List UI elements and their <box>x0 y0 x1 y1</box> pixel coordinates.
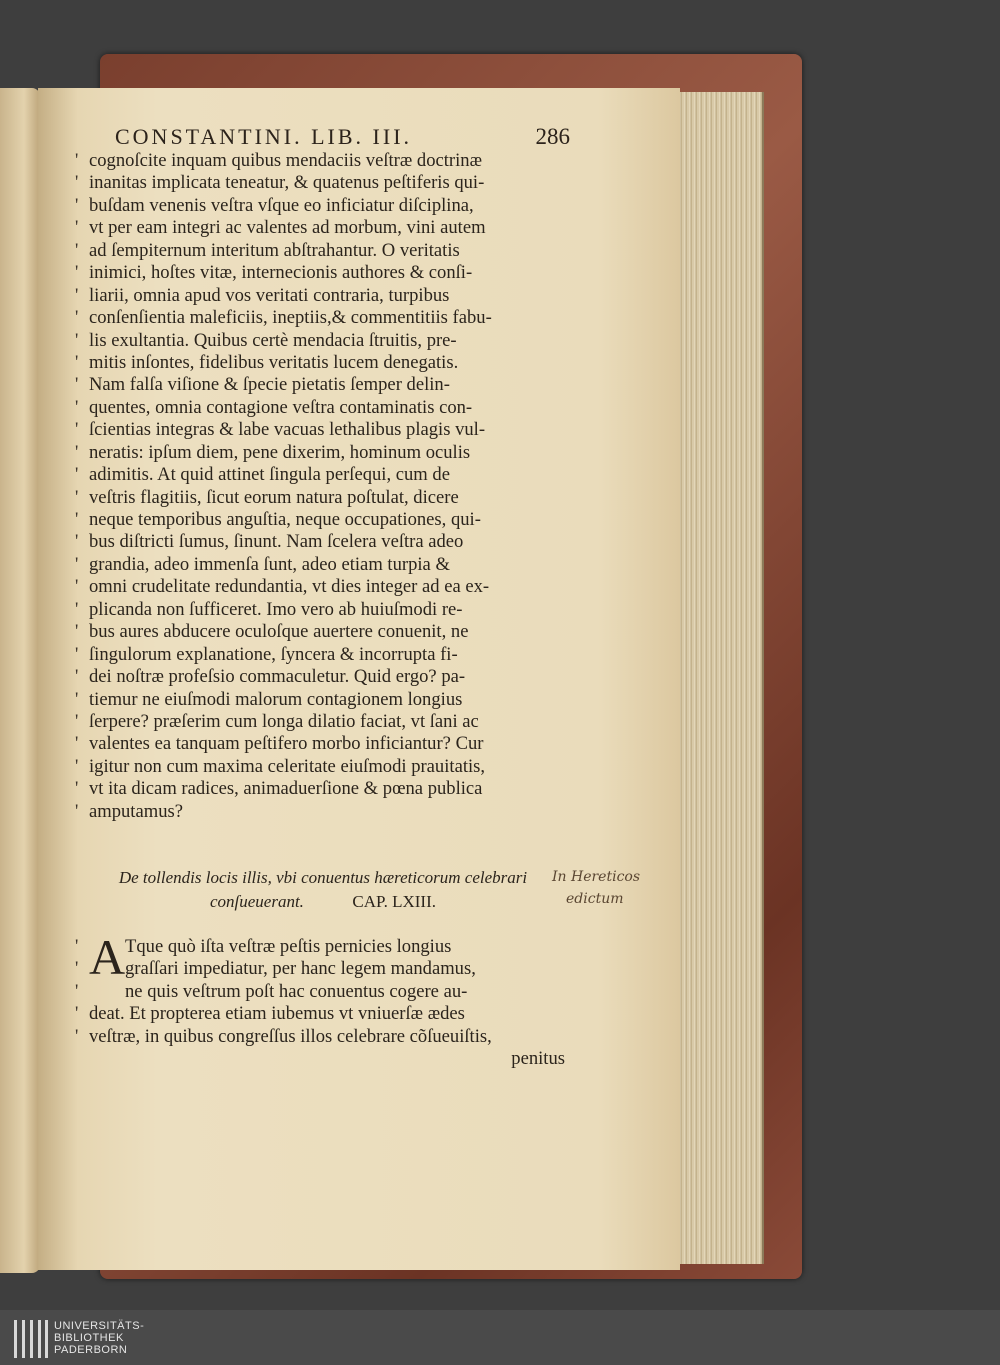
header-title: CONSTANTINI. LIB. III. <box>115 124 413 149</box>
text-line-content: ſerpere? præſerim cum longa dilatio faciat, vt ſani ac <box>89 710 479 732</box>
text-line-content: vt ita dicam radices, animaduerſione & pœna publica <box>89 778 483 800</box>
text-line-content: quentes, omnia contagione veſtra contaminatis con- <box>89 396 473 418</box>
text-line <box>75 1026 565 1048</box>
text-line-content: adimitis. At quid attinet ſingula perſequi, cum de <box>89 464 450 486</box>
text-line-content: Tque quò iſta veſtræ peſtis pernicies longius <box>125 936 452 957</box>
text-line-content: ne quis veſtrum poſt hac conuentus cogere au- <box>125 980 468 1002</box>
quotation-mark: ' <box>75 396 79 418</box>
quotation-mark: ' <box>75 576 79 598</box>
quotation-mark: ' <box>75 307 79 329</box>
quotation-mark: ' <box>75 486 79 508</box>
text-line-content: inanitas implicata teneatur, & quatenus peſtiferis qui- <box>89 172 485 194</box>
text-line <box>75 576 565 598</box>
text-line-content: ad ſempiternum interitum abſtrahantur. O veritatis <box>89 239 460 261</box>
text-line-content: conſenſientia maleficiis, ineptiis,& commentitiis fabu- <box>89 307 492 329</box>
text-line <box>75 307 565 329</box>
text-line <box>75 262 565 284</box>
handwritten-margin-note <box>552 866 672 910</box>
left-page-edge <box>0 88 40 1273</box>
text-line <box>75 756 565 778</box>
quotation-mark: ' <box>75 509 79 530</box>
text-line-content: lis exultantia. Quibus certè mendacia ſtruitis, pre- <box>89 329 457 351</box>
text-line <box>75 330 565 352</box>
quotation-mark: ' <box>75 936 79 957</box>
quotation-mark: ' <box>75 284 79 306</box>
quotation-mark: ' <box>75 733 79 755</box>
text-line <box>75 666 565 688</box>
text-line-content: vt per eam integri ac valentes ad morbum, vini autem <box>89 217 486 239</box>
text-line-content: neratis: ipſum diem, pene dixerim, hominum oculis <box>89 441 471 463</box>
text-line <box>75 936 565 958</box>
text-line-content: ſingulorum explanatione, ſyncera & incorrupta fi- <box>89 643 458 665</box>
text-line <box>75 958 565 980</box>
quotation-mark: ' <box>75 778 79 800</box>
text-line <box>75 172 565 194</box>
quotation-mark: ' <box>75 755 79 777</box>
text-line-content: mitis inſontes, fidelibus veritatis lucem denegatis. <box>89 351 459 373</box>
quotation-mark: ' <box>75 800 79 822</box>
text-line <box>75 217 565 239</box>
quotation-mark: ' <box>75 1003 79 1025</box>
text-line-content: Nam falſa viſione & ſpecie pietatis ſemper delin- <box>89 374 450 396</box>
text-line-content: veſtris flagitiis, ſicut eorum natura poſtulat, dicere <box>89 486 459 508</box>
text-line-content: bus aures abducere oculoſque auertere conuenit, ne <box>89 621 469 643</box>
chapter-number: CAP. LXIII. <box>352 892 437 911</box>
catchword: penitus <box>511 1048 565 1070</box>
quotation-mark: ' <box>75 329 79 351</box>
text-line-content: igitur non cum maxima celeritate eiuſmodi prauitatis, <box>89 755 486 777</box>
quotation-mark: ' <box>75 643 79 665</box>
quotation-mark: ' <box>75 710 79 732</box>
chapter-heading-line2-text: conſueuerant. <box>209 892 304 911</box>
quotation-mark: ' <box>75 1025 79 1047</box>
text-line <box>75 509 565 531</box>
page-number: 286 <box>535 124 570 149</box>
text-line <box>75 1003 565 1025</box>
text-line <box>75 689 565 711</box>
quotation-mark: ' <box>75 958 79 980</box>
text-line-content: buſdam venenis veſtra vſque eo inficiatur diſciplina, <box>89 194 474 216</box>
text-line <box>75 397 565 419</box>
text-line-content: grandia, adeo immenſa ſunt, adeo etiam turpia & <box>89 553 450 575</box>
text-line-content: deat. Et propterea etiam iubemus vt vniuerſæ ædes <box>89 1003 465 1025</box>
text-line-content: valentes ea tanquam peſtifero morbo inficiantur? Cur <box>89 733 484 755</box>
quotation-mark: ' <box>75 374 79 396</box>
chapter-heading-line2 <box>88 890 558 914</box>
text-line-content: inimici, hoſtes vitæ, internecionis authores & conſi- <box>89 262 473 284</box>
text-line <box>75 711 565 733</box>
text-line-content: veſtræ, in quibus congreſſus illos celebrare cõſueuiſtis, <box>89 1025 492 1047</box>
quotation-mark: ' <box>75 598 79 620</box>
text-line-content: omni crudelitate redundantia, vt dies integer ad ea ex- <box>89 576 490 598</box>
text-line <box>75 150 565 172</box>
quotation-mark: ' <box>75 150 79 171</box>
margin-note-line2: edictum <box>566 891 624 907</box>
text-line-content: amputamus? <box>89 800 183 822</box>
library-logo-icon <box>14 1320 48 1358</box>
quotation-mark: ' <box>75 172 79 194</box>
chapter-heading <box>88 866 558 914</box>
quotation-mark: ' <box>75 688 79 710</box>
text-line <box>75 778 565 800</box>
quotation-mark: ' <box>75 553 79 575</box>
chapter-heading-line1: De tollendis locis illis, vbi conuentus hæreticorum celebrari <box>118 868 528 887</box>
text-line <box>75 531 565 553</box>
quotation-mark: ' <box>75 980 79 1002</box>
quotation-mark: ' <box>75 666 79 688</box>
quotation-mark: ' <box>75 217 79 239</box>
text-line <box>75 644 565 666</box>
text-line-content: ſcientias integras & labe vacuas lethalibus plagis vul- <box>89 419 486 441</box>
quotation-mark: ' <box>75 351 79 373</box>
body-text <box>75 150 565 823</box>
drop-capital: A <box>89 929 126 985</box>
text-line <box>75 554 565 576</box>
quotation-mark: ' <box>75 621 79 643</box>
text-line <box>75 464 565 486</box>
quotation-mark: ' <box>75 531 79 553</box>
quotation-mark: ' <box>75 419 79 441</box>
text-line <box>75 621 565 643</box>
footer-bar <box>0 1310 1000 1365</box>
logo-text-line1: UNIVERSITÄTS- <box>54 1320 145 1332</box>
text-line <box>75 419 565 441</box>
text-line <box>75 285 565 307</box>
text-line-content: graſſari impediatur, per hanc legem mandamus, <box>125 958 476 980</box>
text-line-content: liarii, omnia apud vos veritati contraria, turpibus <box>89 284 450 306</box>
quotation-mark: ' <box>75 464 79 486</box>
quotation-mark: ' <box>75 194 79 216</box>
text-line <box>75 374 565 396</box>
logo-text-line3: PADERBORN <box>54 1344 128 1356</box>
quotation-mark: ' <box>75 262 79 284</box>
text-line <box>75 801 565 823</box>
chapter-paragraph <box>75 929 565 1071</box>
text-line-content: neque temporibus anguſtia, neque occupationes, qui- <box>89 509 481 530</box>
quotation-mark: ' <box>75 239 79 261</box>
text-line-content: tiemur ne eiuſmodi malorum contagionem longius <box>89 688 463 710</box>
text-line-content: bus diſtricti ſumus, ſinunt. Nam ſcelera veſtra adeo <box>89 531 464 553</box>
text-line <box>75 981 565 1003</box>
text-line <box>75 487 565 509</box>
margin-note-line1: In Hereticos <box>552 869 641 885</box>
library-logo-text <box>54 1320 144 1356</box>
text-line <box>75 352 565 374</box>
text-line-content: plicanda non ſufficeret. Imo vero ab huiuſmodi re- <box>89 598 463 620</box>
text-line <box>75 733 565 755</box>
quotation-mark: ' <box>75 441 79 463</box>
text-line-content: dei noſtræ profeſsio commaculetur. Quid ergo? pa- <box>89 666 466 688</box>
logo-text-line2: BIBLIOTHEK <box>54 1332 124 1344</box>
text-line <box>75 442 565 464</box>
text-line <box>75 195 565 217</box>
text-line <box>75 240 565 262</box>
text-line <box>75 599 565 621</box>
text-line-content: cognoſcite inquam quibus mendaciis veſtræ doctrinæ <box>89 150 482 171</box>
page-edges <box>678 92 764 1264</box>
